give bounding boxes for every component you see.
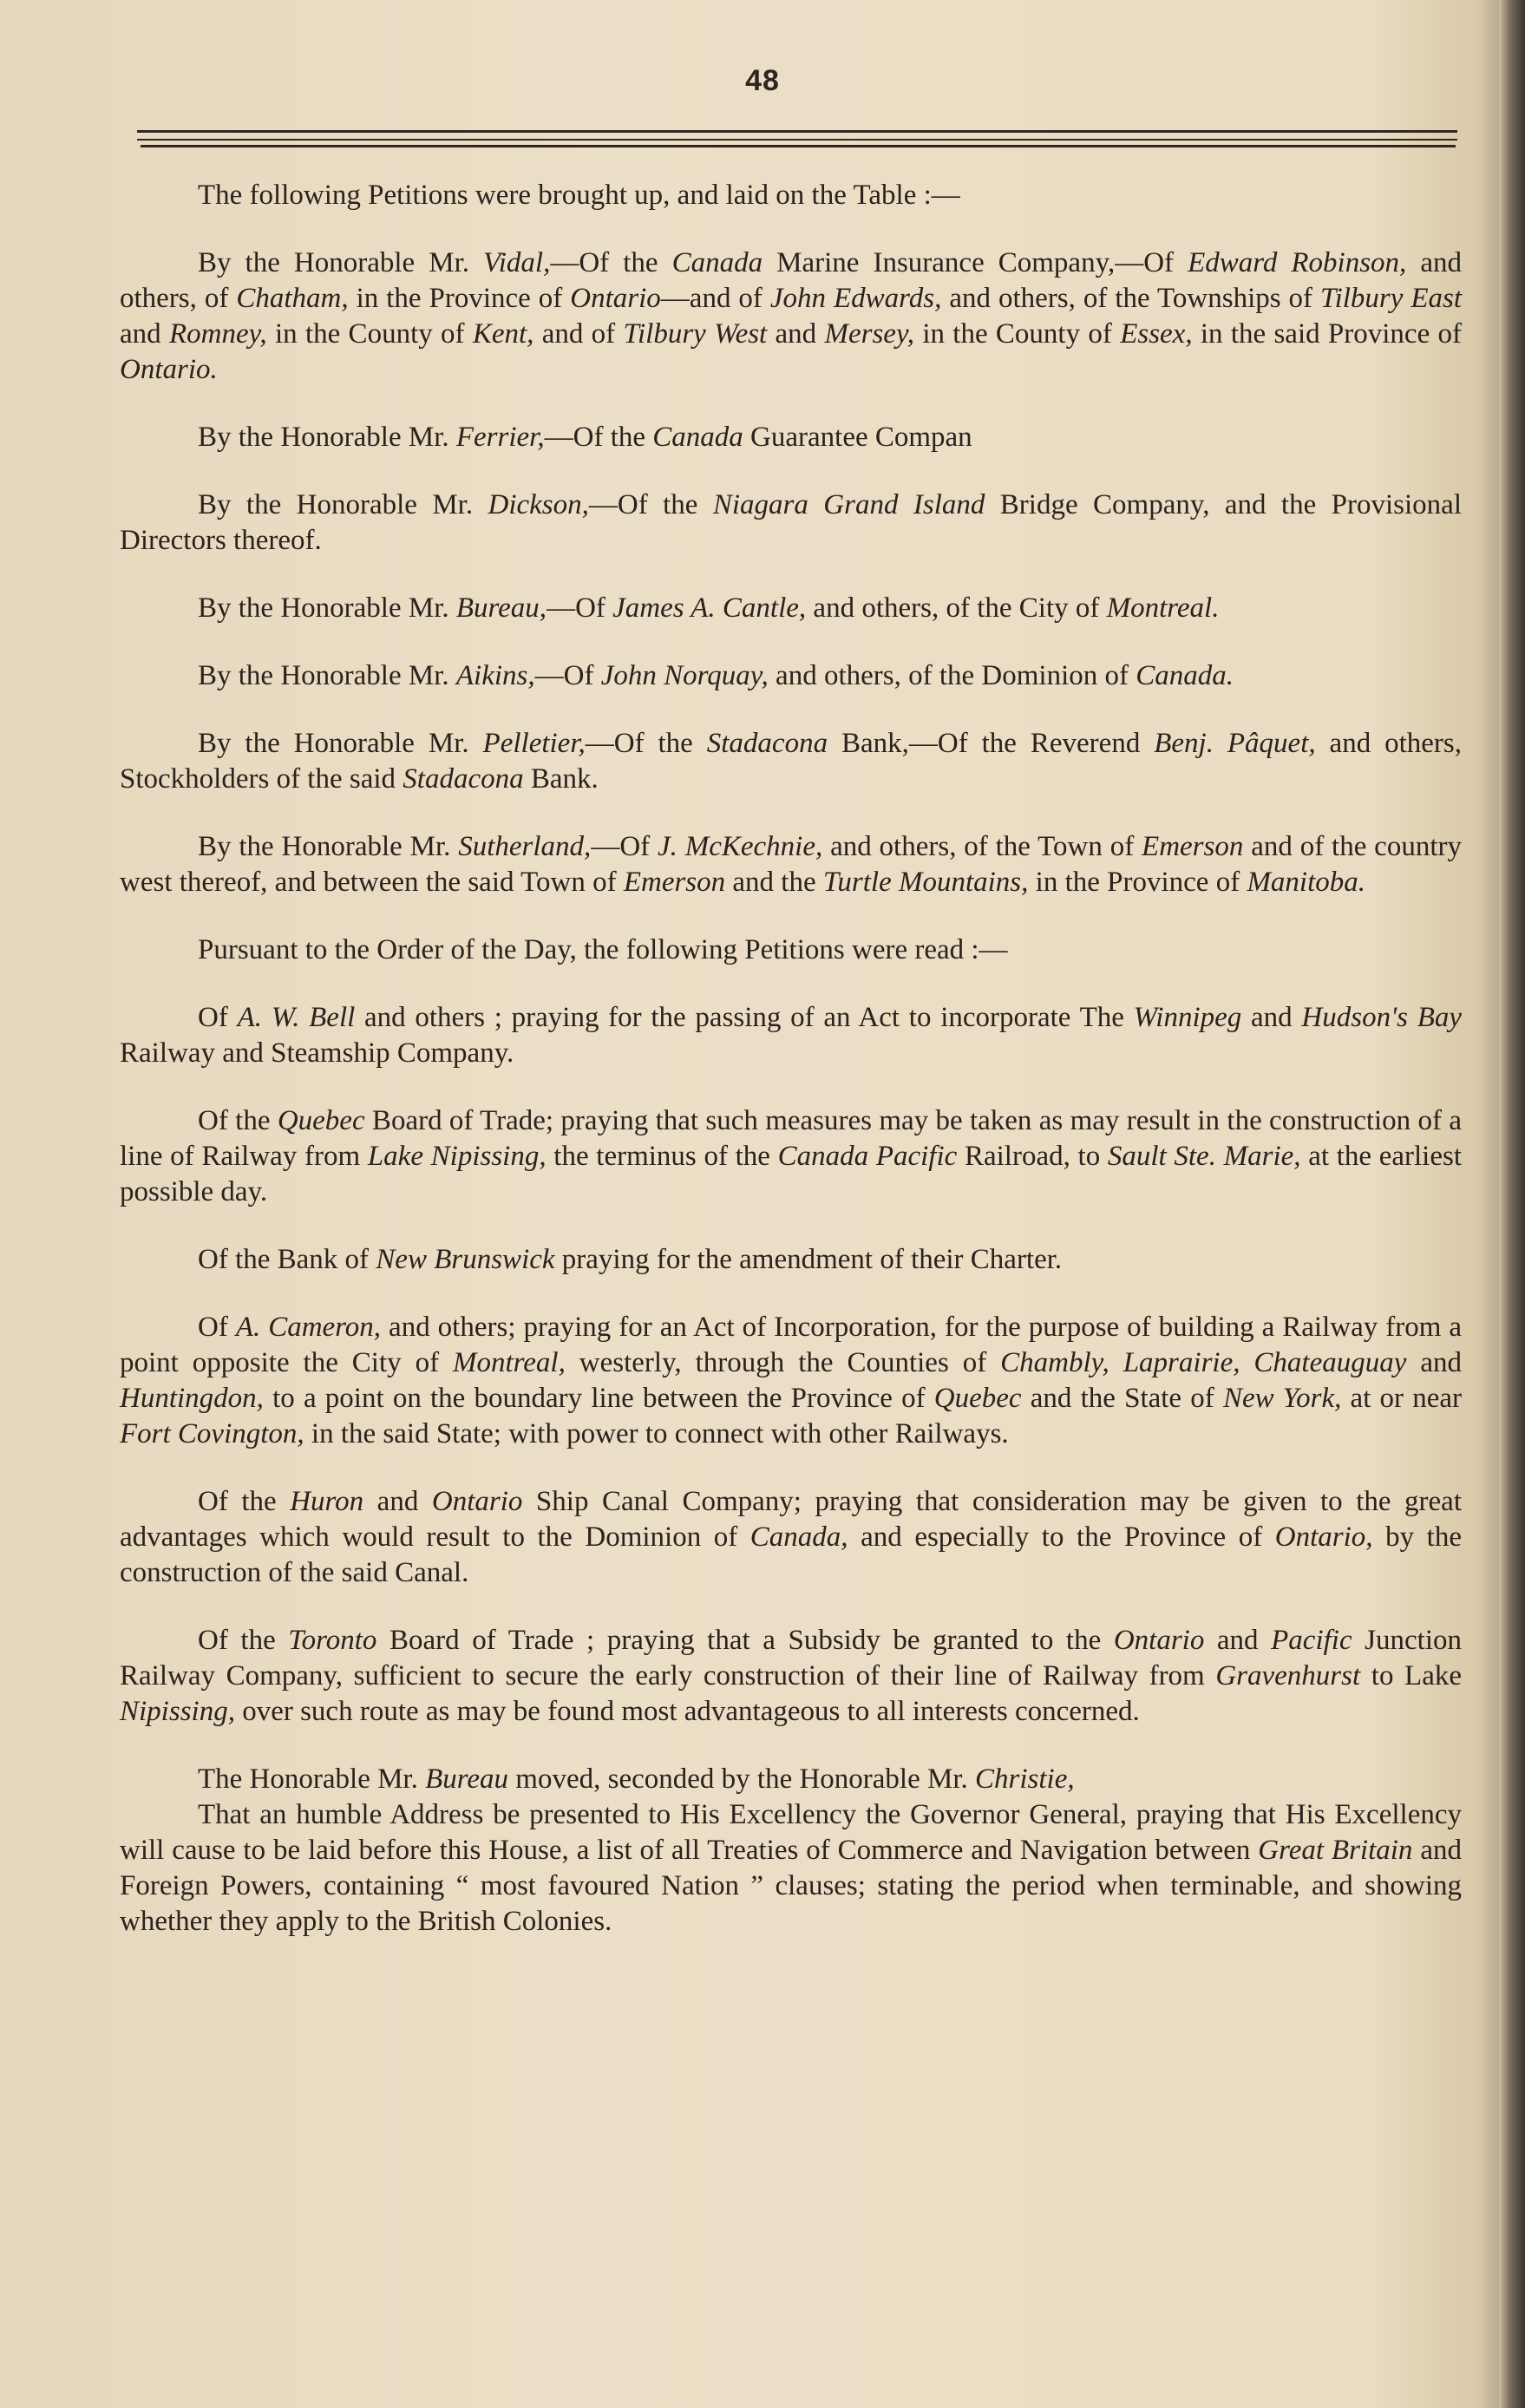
text-run: to Lake xyxy=(1360,1660,1463,1691)
petition-read-paragraph xyxy=(120,1242,1462,1278)
italic-text: Manitoba. xyxy=(1247,867,1366,898)
italic-text: Christie, xyxy=(975,1763,1075,1795)
text-run: in the County of xyxy=(914,318,1121,350)
italic-text: Great Britain xyxy=(1258,1835,1413,1866)
order-of-day-paragraph xyxy=(120,932,1462,968)
petition-paragraph xyxy=(120,726,1462,797)
italic-text: Ontario xyxy=(1113,1625,1205,1656)
petition-read-paragraph xyxy=(120,1310,1462,1452)
italic-text: Turtle Mountains, xyxy=(822,867,1029,898)
text-run: Junction Railway Company, sufficient to secure the early construction of their line of Railway from xyxy=(120,1625,1463,1691)
text-run: at or near xyxy=(1341,1383,1463,1414)
text-run: moved, seconded by the Honorable Mr. xyxy=(508,1763,976,1795)
petition-paragraph xyxy=(120,829,1462,900)
italic-text: Fort Covington, xyxy=(120,1418,304,1449)
italic-text: Quebec xyxy=(277,1105,365,1136)
text-run: and Foreign Powers, containing “ most favoured Nation ” clauses; stating the period when terminable, and showing whether they apply to the British Colonies. xyxy=(120,1835,1462,1937)
italic-text: A. Cameron, xyxy=(235,1312,382,1343)
text-run: —Of the xyxy=(588,489,713,520)
text-run: Pursuant to the Order of the Day, the following Petitions were read :— xyxy=(198,934,1008,965)
italic-text: Montreal, xyxy=(453,1347,566,1378)
text-run: in the Province of xyxy=(1028,867,1247,898)
text-run: Board of Trade; praying that such measures may be taken as may result in the construction of a line of Railway from xyxy=(120,1105,1462,1172)
text-run: and others, of the Town of xyxy=(822,831,1142,862)
text-run: and xyxy=(1204,1625,1272,1656)
intro-paragraph xyxy=(120,178,1462,213)
petition-read-paragraph xyxy=(120,1623,1462,1730)
italic-text: Canada xyxy=(671,247,763,278)
text-run: westerly, through the Counties of xyxy=(565,1347,1001,1378)
italic-text: Ontario, xyxy=(1274,1521,1373,1553)
text-run: in the Province of xyxy=(348,283,571,314)
italic-text: John Norquay, xyxy=(600,660,769,691)
text-run: Railroad, to xyxy=(957,1141,1108,1172)
text-run: and xyxy=(363,1486,432,1517)
italic-text: Niagara Grand Island xyxy=(712,489,985,520)
header-rule xyxy=(137,130,1457,133)
italic-text: Sault Ste. Marie, xyxy=(1107,1141,1301,1172)
text-run: and xyxy=(120,318,169,350)
text-run: to a point on the boundary line between the Province of xyxy=(263,1383,934,1414)
italic-text: New Brunswick xyxy=(376,1244,555,1275)
text-run xyxy=(1109,1347,1123,1378)
text-run: That an humble Address be presented to His Excellency the Governor General, praying that His Excellency will cause to be laid before this House, a list of all Treaties of Commerce and Navigation between xyxy=(120,1799,1462,1866)
italic-text: Stadacona xyxy=(403,763,524,795)
italic-text: Pelletier, xyxy=(482,728,586,759)
text-run: Guarantee Compan xyxy=(743,422,972,453)
page-number: 48 xyxy=(745,64,780,97)
motion-paragraph xyxy=(120,1762,1462,1797)
text-run: and the State of xyxy=(1021,1383,1223,1414)
italic-text: Romney, xyxy=(168,318,267,350)
journal-body xyxy=(120,178,1462,1972)
italic-text: Quebec xyxy=(933,1383,1022,1414)
text-run: By the Honorable Mr. xyxy=(198,660,456,691)
text-run: and others, of the Dominion of xyxy=(768,660,1136,691)
italic-text: Canada Pacific xyxy=(777,1141,958,1172)
text-run: the terminus of the xyxy=(546,1141,778,1172)
text-run: by the construction of the said Canal. xyxy=(120,1521,1462,1588)
text-run: and others, of xyxy=(120,247,1462,314)
italic-text: Chatham, xyxy=(236,283,349,314)
italic-text: Sutherland, xyxy=(458,831,592,862)
italic-text: Mersey, xyxy=(824,318,915,350)
text-run xyxy=(1240,1347,1253,1378)
italic-text: Montreal. xyxy=(1106,592,1220,624)
italic-text: Pacific xyxy=(1271,1625,1352,1656)
text-run: —and of xyxy=(660,283,770,314)
text-run: —Of the xyxy=(544,422,653,453)
italic-text: Bureau xyxy=(425,1763,509,1795)
italic-text: Huron xyxy=(290,1486,364,1517)
text-run: —Of xyxy=(591,831,658,862)
italic-text: Kent, xyxy=(472,318,534,350)
text-run: Of the xyxy=(198,1625,289,1656)
text-run: By the Honorable Mr. xyxy=(198,831,459,862)
text-run: —Of xyxy=(534,660,601,691)
italic-text: John Edwards, xyxy=(769,283,942,314)
text-run: in the County of xyxy=(266,318,473,350)
italic-text: James A. Cantle, xyxy=(612,592,807,624)
text-run: and others, of the City of xyxy=(806,592,1107,624)
text-run: Bridge Company, and the Provisional Directors thereof. xyxy=(120,489,1462,556)
motion-address-paragraph xyxy=(120,1797,1462,1940)
italic-text: Chateauguay xyxy=(1253,1347,1407,1378)
italic-text: Vidal, xyxy=(483,247,551,278)
text-run: and the xyxy=(725,867,823,898)
italic-text: Emerson xyxy=(1142,831,1244,862)
italic-text: New York, xyxy=(1222,1383,1342,1414)
text-run: Of the xyxy=(198,1105,278,1136)
petition-read-paragraph xyxy=(120,1000,1462,1071)
text-run: The Honorable Mr. xyxy=(198,1763,426,1795)
header-rule xyxy=(141,145,1456,147)
italic-text: Gravenhurst xyxy=(1215,1660,1361,1691)
italic-text: Hudson's Bay xyxy=(1301,1002,1462,1033)
italic-text: Essex, xyxy=(1120,318,1193,350)
italic-text: Canada, xyxy=(749,1521,848,1553)
text-run: Bank,—Of the Reverend xyxy=(828,728,1155,759)
text-run: —Of xyxy=(547,592,613,624)
italic-text: Ontario xyxy=(570,283,661,314)
text-run: —Of the xyxy=(585,728,707,759)
text-run: Ship Canal Company; praying that consideration may be given to the great advantages which would result to the Dominion of xyxy=(120,1486,1462,1553)
italic-text: Laprairie, xyxy=(1122,1347,1240,1378)
text-run: and others, Stockholders of the said xyxy=(120,728,1463,795)
text-run: and xyxy=(767,318,825,350)
petition-paragraph xyxy=(120,591,1462,626)
text-run: and of the country west thereof, and between the said Town of xyxy=(120,831,1462,898)
italic-text: Chambly, xyxy=(1000,1347,1109,1378)
text-run: Board of Trade ; praying that a Subsidy be granted to the xyxy=(376,1625,1114,1656)
italic-text: Ferrier, xyxy=(455,422,545,453)
text-run: and others ; praying for the passing of an Act to incorporate The xyxy=(355,1002,1134,1033)
italic-text: Aikins, xyxy=(455,660,535,691)
petition-read-paragraph xyxy=(120,1103,1462,1210)
text-run: Railway and Steamship Company. xyxy=(120,1037,514,1069)
text-run: over such route as may be found most advantageous to all interests concerned. xyxy=(234,1696,1140,1727)
text-run: and xyxy=(1406,1347,1462,1378)
text-run: Of the xyxy=(198,1486,291,1517)
text-run: in the said Province of xyxy=(1192,318,1463,350)
petition-paragraph xyxy=(120,658,1462,694)
text-run: and especially to the Province of xyxy=(848,1521,1275,1553)
text-run: praying for the amendment of their Charter. xyxy=(554,1244,1063,1275)
header-rule xyxy=(137,139,1457,141)
text-run: in the said State; with power to connect with other Railways. xyxy=(304,1418,1009,1449)
italic-text: Ontario. xyxy=(120,354,218,385)
italic-text: Canada. xyxy=(1136,660,1234,691)
petition-paragraph xyxy=(120,420,1462,455)
text-run: and others; praying for an Act of Incorporation, for the purpose of building a Railway from a point opposite the City of xyxy=(120,1312,1462,1378)
text-run: Of xyxy=(198,1312,236,1343)
italic-text: Lake Nipissing, xyxy=(367,1141,547,1172)
italic-text: Ontario xyxy=(431,1486,523,1517)
italic-text: Tilbury West xyxy=(623,318,768,350)
italic-text: Emerson xyxy=(623,867,726,898)
text-run: Of the Bank of xyxy=(198,1244,376,1275)
italic-text: Benj. Pâquet, xyxy=(1154,728,1316,759)
text-run: By the Honorable Mr. xyxy=(198,489,488,520)
text-run: Of xyxy=(198,1002,238,1033)
petition-read-paragraph xyxy=(120,1484,1462,1591)
italic-text: Nipissing, xyxy=(120,1696,235,1727)
italic-text: Canada xyxy=(652,422,743,453)
italic-text: Tilbury East xyxy=(1320,283,1463,314)
text-run: The following Petitions were brought up, and laid on the Table :— xyxy=(198,180,960,211)
page-binding-edge xyxy=(1499,0,1525,2408)
text-run: Bank. xyxy=(523,763,599,795)
italic-text: Stadacona xyxy=(706,728,828,759)
italic-text: Huntingdon, xyxy=(120,1383,264,1414)
text-run: By the Honorable Mr. xyxy=(198,592,456,624)
petition-paragraph xyxy=(120,487,1462,559)
italic-text: Toronto xyxy=(288,1625,377,1656)
italic-text: Winnipeg xyxy=(1133,1002,1242,1033)
italic-text: Bureau, xyxy=(455,592,547,624)
text-run: and xyxy=(1241,1002,1302,1033)
text-run: at the earliest possible day. xyxy=(120,1141,1462,1207)
text-run: and of xyxy=(533,318,624,350)
text-run: Marine Insurance Company,—Of xyxy=(762,247,1188,278)
text-run: and others, of the Townships of xyxy=(941,283,1321,314)
text-run: —Of the xyxy=(550,247,672,278)
italic-text: A. W. Bell xyxy=(237,1002,356,1033)
italic-text: J. McKechnie, xyxy=(657,831,823,862)
italic-text: Edward Robinson, xyxy=(1188,247,1407,278)
text-run: By the Honorable Mr. xyxy=(198,728,483,759)
text-run: By the Honorable Mr. xyxy=(198,247,484,278)
italic-text: Dickson, xyxy=(488,489,589,520)
text-run: By the Honorable Mr. xyxy=(198,422,456,453)
petition-paragraph xyxy=(120,245,1462,388)
